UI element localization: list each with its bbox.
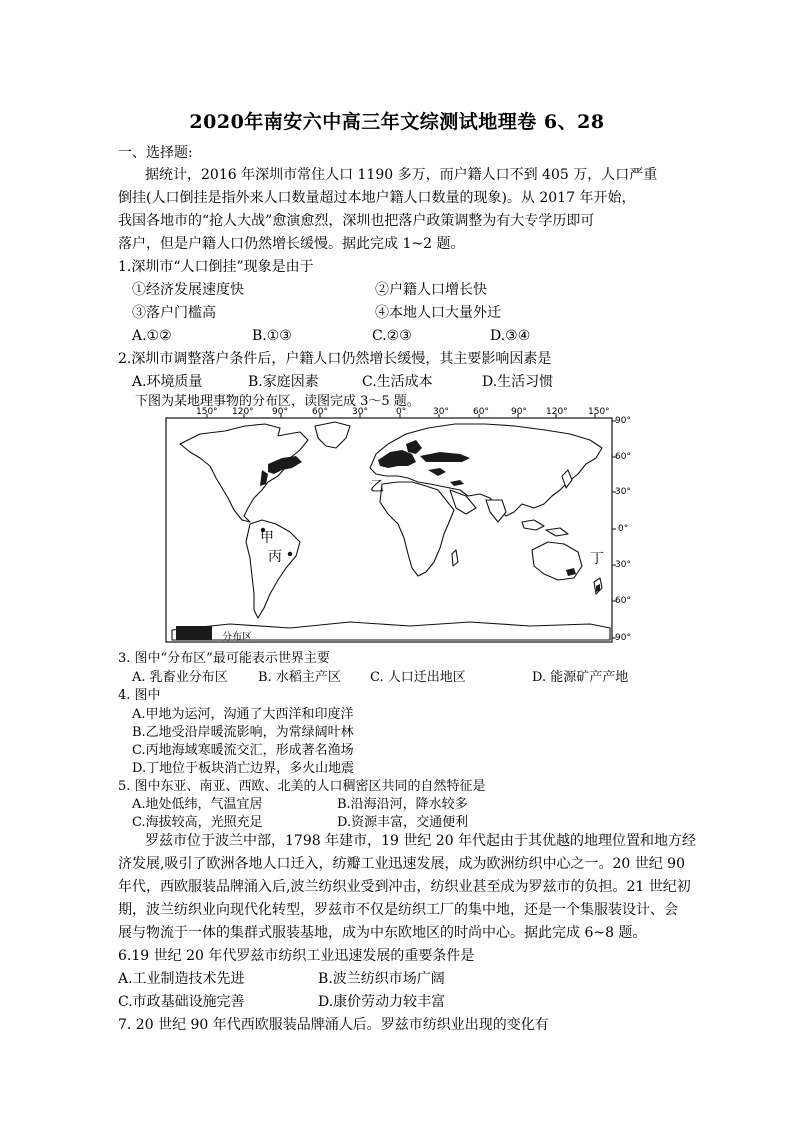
intro2-line: 年代，西欧服装品牌涌入后,波兰纺织业受到冲击，纺织业甚至成为罗兹市的负担。21 世纪初: [118, 879, 691, 895]
q5-option-d: D.资源丰富，交通便利: [337, 815, 469, 830]
intro1-line: 我国各地市的“抢人大战”愈演愈烈，深圳也把落户政策调整为有大专学历即可: [118, 213, 595, 229]
q2-option-a: A.环境质量: [132, 374, 203, 390]
longitude-label: 60°: [312, 407, 328, 417]
longitude-label: 60°: [473, 407, 489, 417]
q1-item: ③落户门槛高: [132, 305, 216, 321]
question-4-stem: 4. 图中: [118, 688, 161, 703]
q6-option-d: D.康价劳动力较丰富: [318, 994, 446, 1010]
intro1-line: 据统计，2016 年深圳市常住人口 1190 多万，而户籍人口不到 405 万，人口严重: [145, 167, 658, 183]
place-label-bing: 丙: [268, 549, 282, 565]
intro2-line: 期，波兰纺织业向现代化转型，罗兹市不仅是纺织工厂的集中地，还是一个集服装设计、会: [118, 902, 678, 918]
q4-option-c: C.丙地海域寒暖流交汇，形成著名渔场: [132, 743, 354, 758]
longitude-label: 90°: [511, 407, 527, 417]
q4-option-b: B.乙地受沿岸暖流影响，为常绿阔叶林: [132, 725, 354, 740]
q2-option-d: D.生活习惯: [482, 374, 554, 390]
q1-option-a: A.①②: [132, 328, 172, 344]
latitude-label: 60°: [615, 596, 631, 606]
question-7-stem: 7. 20 世纪 90 年代西欧服装品牌涌人后。罗兹市纺织业出现的变化有: [118, 1017, 549, 1033]
q5-option-a: A.地处低纬，气温宜居: [132, 797, 263, 812]
longitude-label: 30°: [352, 407, 368, 417]
latitude-label: 30°: [615, 560, 631, 570]
q1-option-b: B.①③: [252, 328, 292, 344]
latitude-label: 30°: [615, 487, 631, 497]
q1-item: ②户籍人口增长快: [375, 282, 487, 298]
q1-item: ④本地人口大量外迁: [375, 305, 501, 321]
q2-option-c: C.生活成本: [362, 374, 433, 390]
page-title: 2020年南安六中高三年文综测试地理卷 6、28: [189, 111, 605, 133]
q3-option-c: C. 人口迁出地区: [370, 670, 466, 685]
question-6-stem: 6.19 世纪 20 年代罗兹市纺织工业迅速发展的重要条件是: [118, 948, 475, 964]
place-label-yi: 乙: [370, 479, 384, 495]
q3-option-b: B. 水稻主产区: [258, 670, 341, 685]
place-label-jia: 甲: [260, 530, 274, 546]
q4-option-a: A.甲地为运河，沟通了大西洋和印度洋: [132, 707, 354, 722]
q6-option-c: C.市政基础设施完善: [118, 994, 245, 1010]
longitude-label: 150°: [196, 407, 218, 417]
longitude-label: 90°: [272, 407, 288, 417]
legend-label: 分布区: [222, 632, 252, 643]
longitude-label: 120°: [232, 407, 254, 417]
intro2-line: 罗兹市位于波兰中部，1798 年建市，19 世纪 20 年代起由于其优越的地理位置和地方经: [145, 833, 697, 849]
question-1-stem: 1.深圳市“人口倒挂”现象是由于: [118, 259, 314, 275]
question-2-stem: 2.深圳市调整落户条件后，户籍人口仍然增长缓慢，其主要影响因素是: [118, 351, 552, 367]
intro1-line: 落户，但是户籍人口仍然增长缓慢。据此完成 1~2 题。: [118, 236, 465, 252]
q1-option-d: D.③④: [490, 328, 531, 344]
longitude-label: 120°: [546, 407, 568, 417]
map-intro: 下图为某地理事物的分布区，读图完成 3～5 题。: [135, 394, 420, 409]
world-distribution-map: [150, 404, 640, 646]
question-3-stem: 3. 图中“分布区”最可能表示世界主要: [118, 651, 330, 666]
latitude-label: 60°: [615, 452, 631, 462]
q5-option-c: C.海拔较高，光照充足: [132, 815, 263, 830]
q1-option-c: C.②③: [372, 328, 412, 344]
q5-option-b: B.沿海沿河，降水较多: [337, 797, 468, 812]
intro1-line: 倒挂(人口倒挂是指外来人口数量超过本地户籍人口数量的现象)。从 2017 年开始，: [118, 190, 636, 206]
longitude-label: 30°: [433, 407, 449, 417]
longitude-label: 0°: [396, 407, 407, 417]
intro2-line: 济发展,吸引了欧洲各地人口迁入，纺瓣工业迅速发展，成为欧洲纺织中心之一。20 世纪 90: [118, 856, 685, 872]
q1-item: ①经济发展速度快: [132, 282, 244, 298]
map-graphic: [150, 404, 640, 646]
section-heading: 一、选择题:: [118, 145, 193, 161]
question-5-stem: 5. 图中东亚、南亚、西欧、北美的人口稠密区共同的自然特征是: [118, 779, 486, 794]
latitude-label: 0°: [618, 524, 629, 534]
place-label-ding: 丁: [590, 551, 604, 567]
q2-option-b: B.家庭因素: [248, 374, 319, 390]
q3-option-a: A. 乳畜业分布区: [132, 670, 228, 685]
intro2-line: 展与物流于一体的集群式服装基地，成为中东欧地区的时尚中心。据此完成 6~8 题。: [118, 925, 647, 941]
q6-option-b: B.波兰纺织市场广阔: [318, 971, 445, 987]
q3-option-d: D. 能源矿产产地: [532, 670, 629, 685]
latitude-label: 90°: [615, 416, 631, 426]
q6-option-a: A.工业制造技术先进: [118, 971, 245, 987]
q4-option-d: D.丁地位于板块消亡边界，多火山地震: [132, 761, 355, 776]
latitude-label: 90°: [615, 633, 631, 643]
longitude-label: 150°: [588, 407, 610, 417]
